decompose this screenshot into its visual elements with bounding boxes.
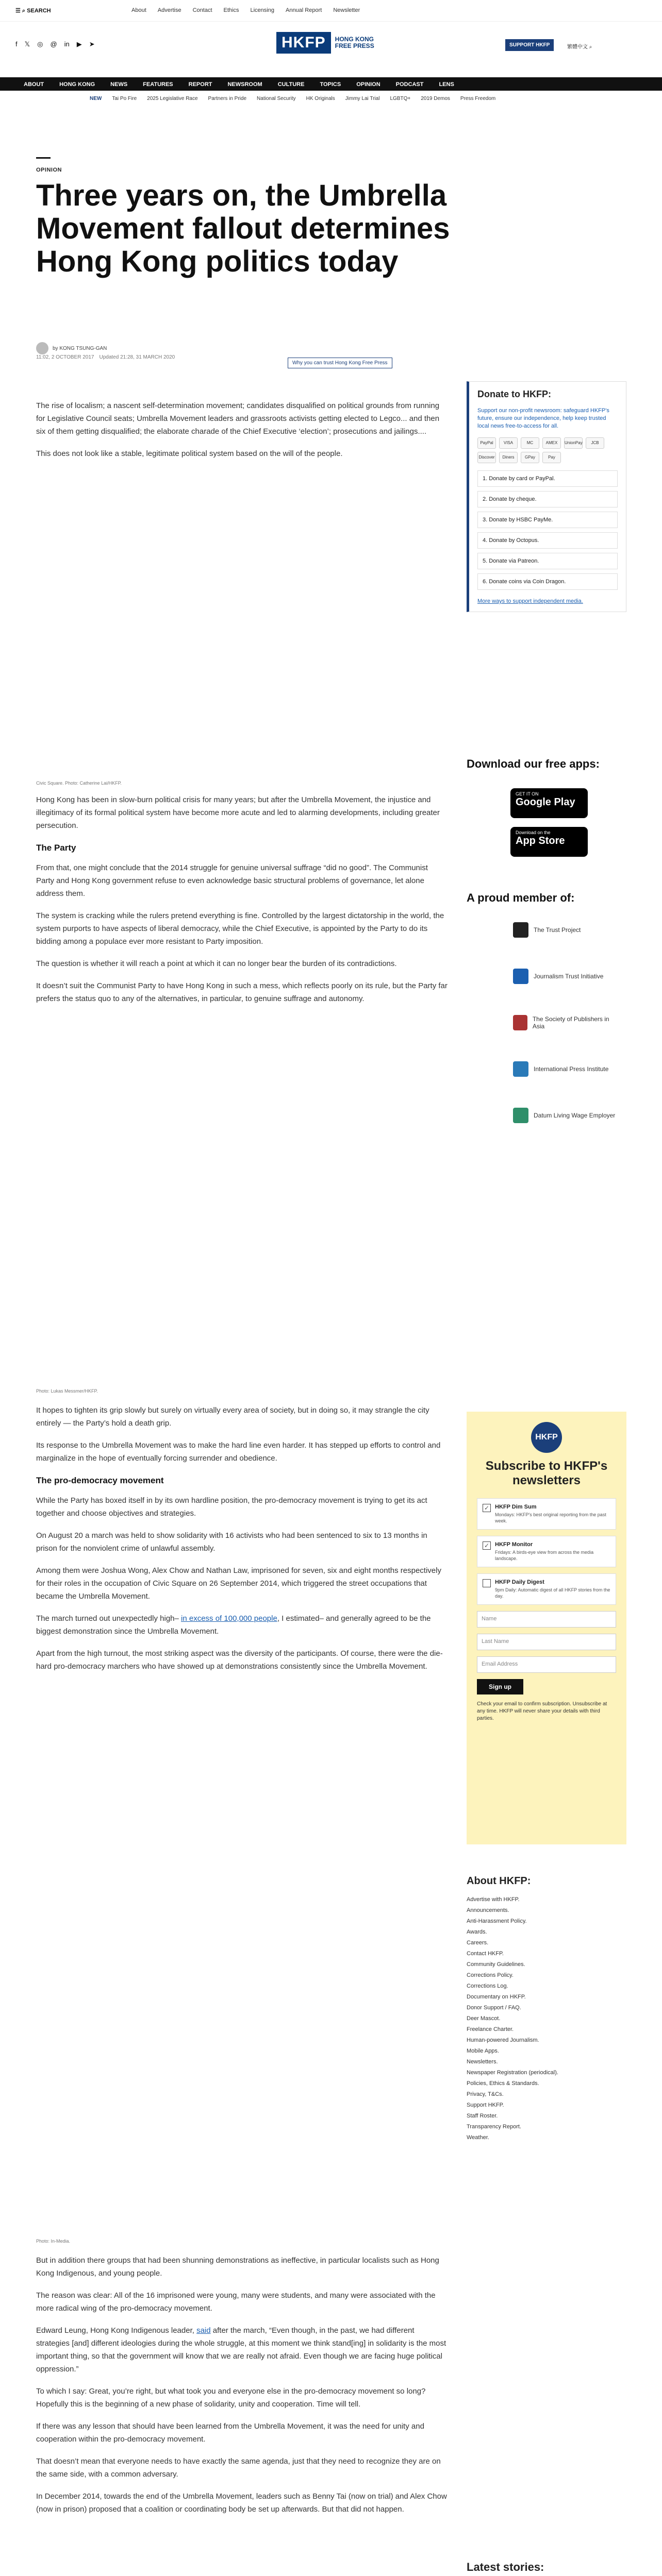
text-run: , I estimated– and generally agreed to be the biggest demonstration since the Umbrella Movement. [36,1614,431,1636]
payment-icon: PayPal [477,437,496,449]
newsletter-fineprint: Check your email to confirm subscription. Unsubscribe at any time. HKFP will never share your details with third parties. [477,1701,607,1721]
donate-box [467,381,626,612]
about-list [467,1875,626,2143]
sopa-icon [513,1015,527,1030]
nav-item[interactable]: NEWSROOM [227,81,262,88]
about-link[interactable]: Corrections Log. [467,1983,508,1989]
about-link[interactable]: Community Guidelines. [467,1961,525,1968]
payment-icon: GPay [521,452,539,463]
member-label: The Trust Project [534,926,581,934]
about-link[interactable]: Mobile Apps. [467,2048,499,2054]
paragraph: The system is cracking while the rulers pretend everything is fine. Controlled by the largest dictatorship in the world, the system purports to have aspects of liberal democracy, while the Chief Executive, is appointed by the Party to do its bidding among a populace ever more resistant to Party imposition. [36,911,444,946]
name-input[interactable]: Name [477,1611,616,1628]
newsletter-option[interactable] [477,1498,616,1530]
about-link[interactable]: Documentary on HKFP. [467,1994,526,2000]
about-link[interactable]: Transparency Report. [467,2124,521,2130]
payment-icon: Pay [542,452,561,463]
telegram-icon[interactable]: ➤ [89,40,95,48]
search-icon[interactable]: ⌕ [589,44,592,50]
option-text [495,1541,610,1562]
paragraph: Among them were Joshua Wong, Alex Chow and Nathan Law, imprisoned for seven, six and eight months respectively for their roles in the occupation of Civic Square on 26 September 2014, which triggered the street occupations that became the Umbrella Movement. [36,1566,441,1601]
search-label: SEARCH [27,8,51,14]
member-label: Datum Living Wage Employer [534,1112,616,1119]
option-name: HKFP Daily Digest [495,1579,544,1585]
newsletter-option[interactable] [477,1573,616,1605]
youtube-icon[interactable]: ▶ [76,40,82,48]
google-big: Google Play [516,796,575,808]
about-link[interactable]: Privacy, T&Cs. [467,2091,504,2097]
paragraph: The reason was clear: All of the 16 imprisoned were young, many were students, and many were associated with the more radical wing of the pro-democracy movement. [36,2291,436,2313]
option-name: HKFP Dim Sum [495,1504,537,1510]
search-button[interactable]: ☰ ⌕ SEARCH [15,8,51,14]
paragraph: On August 20 a march was held to show solidarity with 16 activists who had been sentenced to six to 13 months in prison for the nonviolent crime of unlawful assembly. [36,1531,427,1553]
nav-item[interactable]: TOPICS [320,81,341,88]
about-link[interactable]: Support HKFP. [467,2102,504,2108]
top-link[interactable]: Newsletter [333,7,360,13]
sub-nav-item[interactable]: Jimmy Lai Trial [345,96,380,101]
nav-item[interactable]: REPORT [188,81,212,88]
option-desc: 9pm Daily: Automatic digest of all HKFP stories from the day. [495,1587,610,1599]
paragraph: Apart from the high turnout, the most striking aspect was the diversity of the participants. Of course, there were the die-hard pro-democracy marchers who have showed up at demonstrations consistently since the Umbrella Movement. [36,1649,443,1671]
sub-nav-item[interactable]: 2025 Legislative Race [147,96,198,101]
about-link[interactable]: Donor Support / FAQ. [467,2005,521,2011]
latest-stories [467,2561,626,2576]
section-heading: The pro-democracy movement [36,1476,164,1485]
email-input[interactable]: Email Address [477,1656,616,1673]
sub-nav-item[interactable]: Partners in Pride [208,96,247,101]
option-name: HKFP Monitor [495,1541,533,1548]
newsletter-option[interactable] [477,1536,616,1567]
paragraph: That doesn’t mean that everyone needs to have exactly the same agenda, just that they need to recognize they are on the same side, with a common adversary. [36,2457,441,2479]
facebook-icon[interactable]: f [15,40,18,48]
about-link[interactable]: Weather. [467,2134,489,2141]
trust-project-icon [513,922,528,938]
donate-option[interactable]: 1. Donate by card or PayPal. [477,470,618,487]
donate-option[interactable]: 4. Donate by Octopus. [477,532,618,549]
paragraph [36,1612,448,1638]
donate-option[interactable]: 2. Donate by cheque. [477,491,618,507]
article-image-blank [36,489,449,778]
apps-title: Download our free apps: [467,757,600,770]
logo-text [335,36,374,49]
about-link[interactable]: Newsletters. [467,2059,498,2065]
article-dates [36,354,175,360]
payment-cards [477,437,618,463]
donate-note[interactable]: Support our non-profit newsroom: safeguard HKFP's future, ensure our independence, help keep trusted local news free-to-access for all. [477,408,609,429]
text-run: Edward Leung, Hong Kong Indigenous leader, [36,2326,197,2335]
sub-nav [0,93,662,104]
member-label: International Press Institute [534,1065,609,1073]
paragraph: From that, one might conclude that the 2014 struggle for genuine universal suffrage “did no good”. The Communist Party and Hong Kong government refuse to even acknowledge basic structural problems of governance, let alone address them. [36,863,428,898]
payment-icon: VISA [499,437,518,449]
member-org[interactable] [513,1061,616,1077]
about-link[interactable]: Deer Mascot. [467,2015,501,2022]
nav-item[interactable]: LENS [439,81,454,88]
article-category[interactable]: OPINION [36,167,62,173]
paragraph: This does not look like a stable, legitimate political system based on the will of the people. [36,449,343,458]
nav-item[interactable]: OPINION [356,81,380,88]
about-link[interactable]: Corrections Policy. [467,1972,514,1978]
author-avatar [36,342,48,354]
about-link[interactable]: Human-powered Journalism. [467,2037,539,2043]
about-link[interactable]: Newspaper Registration (periodical). [467,2070,558,2076]
author-name[interactable]: by KONG TSUNG-GAN [53,345,107,351]
published-date: 11:02, 2 OCTOBER 2017 [36,354,94,360]
logo-line2: FREE PRESS [335,42,374,49]
signup-button[interactable]: Sign up [477,1679,523,1694]
nav-item[interactable]: HONG KONG [59,81,95,88]
payment-icon: Diners [499,452,518,463]
article-body-2 [36,1404,448,1682]
sub-nav-item[interactable]: HK Originals [306,96,335,101]
byline [36,342,107,354]
about-link[interactable]: Freelance Charter. [467,2026,514,2032]
google-small: GET IT ON [516,791,539,796]
checkbox[interactable]: ✓ [483,1504,491,1512]
image-caption: Civic Square. Photo: Catherine Lai/HKFP. [36,781,122,786]
support-button[interactable]: SUPPORT HKFP [505,39,554,51]
payment-icon: AMEX [542,437,561,449]
option-text [495,1579,610,1599]
image-caption: Photo: Lukas Messmer/HKFP. [36,1388,98,1394]
members-title: A proud member of: [467,891,575,904]
payment-icon: UnionPay [564,437,583,449]
apple-small: Download on the [516,830,551,835]
donate-title: Donate to HKFP: [477,389,551,399]
paragraph: Its response to the Umbrella Movement was to make the hard line even harder. It has stepped up efforts to control and marginalize in the hope of eventually forcing surrender and obedience. [36,1441,441,1463]
main-nav [0,77,662,91]
about-link[interactable]: Awards. [467,1929,487,1935]
about-link[interactable]: Careers. [467,1940,489,1946]
payment-icon: JCB [586,437,604,449]
paragraph: The question is whether it will reach a point at which it can no longer bear the burden of its contradictions. [36,959,397,968]
paragraph: Hong Kong has been in slow-burn political crisis for many years; but after the Umbrella Movement, the injustice and illegitimacy of its formal political system have become more acute and led to alarming developments, including greater persecution. [36,795,440,830]
nav-item[interactable]: PODCAST [395,81,424,88]
top-link[interactable]: Contact [192,7,212,13]
nav-item[interactable]: CULTURE [277,81,305,88]
top-link[interactable]: About [131,7,146,13]
paragraph [36,2324,448,2376]
top-link[interactable]: Advertise [157,7,181,13]
paragraph: The rise of localism; a nascent self-determination movement; candidates disqualified on political grounds from running for Legislative Council seats; Umbrella Movement leaders and grassroots activists getting elected to Legco... and then six of them getting disqualified; the elaborate charade of the Chief Executive ‘election’; prosecutions and jailings.... [36,401,440,436]
donate-option[interactable]: 6. Donate coins via Coin Dragon. [477,573,618,590]
about-link[interactable]: Anti-Harassment Policy. [467,1918,527,1924]
language-switch[interactable] [567,42,592,50]
section-heading: The Party [36,843,76,853]
checkbox[interactable]: ✓ [483,1541,491,1550]
member-label: The Society of Publishers in Asia [532,1015,609,1030]
paragraph: While the Party has boxed itself in by its own hardline position, the pro-democracy movement is trying to get its act together and choose objectives and strategies. [36,1496,427,1518]
about-link[interactable]: Contact HKFP. [467,1951,504,1957]
linkedin-icon[interactable]: in [64,40,70,48]
paragraph: It hopes to tighten its grip slowly but surely on virtually every area of society, but in doing so, it may strangle the city entirely — the Party’s hold a death grip. [36,1406,429,1428]
member-org[interactable] [513,1108,616,1123]
threads-icon[interactable]: @ [50,40,57,48]
article-body-1 [36,793,448,1014]
nav-item[interactable]: NEWS [110,81,128,88]
updated-date: Updated 21:28, 31 MARCH 2020 [99,354,175,360]
image-caption: Photo: In-Media. [36,2239,71,2244]
top-bar [0,0,662,22]
text-run: The march turned out unexpectedly high– [36,1614,181,1623]
about-link[interactable]: Staff Roster. [467,2113,498,2119]
about-title: About HKFP: [467,1875,531,1887]
latest-title: Latest stories: [467,2561,544,2573]
nav-item[interactable]: FEATURES [143,81,173,88]
apple-big: App Store [516,835,565,846]
instagram-icon[interactable]: ◎ [37,40,43,48]
social-icons [15,40,95,48]
x-icon[interactable]: 𝕏 [24,40,30,48]
paragraph: To which I say: Great, you’re right, but what took you and everyone else in the pro-democracy movement so long? Hopefully this is the beginning of a new phase of solidarity, unity and cooperation. Time will tell. [36,2387,426,2409]
ipi-icon [513,1061,528,1077]
new-badge: NEW [90,96,102,101]
option-text [495,1504,610,1524]
site-logo[interactable] [276,32,374,54]
payment-icon: MC [521,437,539,449]
more-ways-link[interactable]: More ways to support independent media. [477,598,583,604]
sub-nav-item[interactable]: Press Freedom [460,96,496,101]
article-intro [36,399,448,469]
datum-icon [513,1108,528,1123]
language-label: 繁體中文 [567,44,588,50]
jti-icon [513,969,528,984]
logo-mark: HKFP [276,32,331,54]
category-rule [36,157,51,159]
sub-nav-item[interactable]: LGBTQ+ [390,96,411,101]
google-play-button[interactable] [510,788,588,818]
paragraph: In December 2014, towards the end of the Umbrella Movement, leaders such as Benny Tai (now on trial) and Alex Chow (now in prison) proposed that a coalition or coordinating body be set up afterwards. But that did not happen. [36,2492,447,2514]
member-label: Journalism Trust Initiative [534,973,604,980]
about-link[interactable]: Advertise with HKFP. [467,1896,520,1903]
trust-button[interactable]: Why you can trust Hong Kong Free Press [288,358,392,368]
member-org[interactable] [513,922,616,938]
nav-item[interactable]: ABOUT [24,81,44,88]
sub-nav-item[interactable]: 2019 Demos [421,96,450,101]
crowd-size-link[interactable]: in excess of 100,000 people [181,1614,277,1623]
last-name-input[interactable]: Last Name [477,1634,616,1650]
said-link[interactable]: said [196,2326,211,2335]
top-links [131,7,360,13]
option-desc: Mondays: HKFP's best original reporting from the past week. [495,1512,606,1523]
checkbox[interactable] [483,1579,491,1587]
top-link[interactable]: Licensing [250,7,274,13]
payment-icon: Discover [477,452,496,463]
newsletter-box [467,1412,626,1844]
about-link[interactable]: Policies, Ethics & Standards. [467,2080,539,2087]
logo-line1: HONG KONG [335,36,374,43]
newsletter-title: Subscribe to HKFP's newsletters [485,1459,608,1487]
top-link[interactable]: Ethics [223,7,239,13]
sub-nav-item[interactable]: Tai Po Fire [112,96,137,101]
article-title: Three years on, the Umbrella Movement fallout determines Hong Kong politics today [36,179,450,278]
sub-nav-item[interactable]: National Security [257,96,296,101]
paragraph: But in addition there groups that had been shunning demonstrations as ineffective, in particular localists such as Hong Kong Indigenous, and young people. [36,2256,439,2278]
paragraph: If there was any lesson that should have been learned from the Umbrella Movement, it was the need for unity and cooperation within the pro-democracy movement. [36,2422,424,2444]
option-desc: Fridays: A birds-eye view from across the media landscape. [495,1550,594,1561]
member-org[interactable] [513,969,616,984]
member-org[interactable] [513,1015,616,1030]
text-run: after the march, “Even though, in the past, we had different strategies [and] different ideologies during the whole struggle, at this moment we think stand[ing] in solidarity is the most important thing, so that the government will know that we are really not afraid. Even though we are facing huge political oppression.” [36,2326,446,2374]
about-link[interactable]: Announcements. [467,1907,509,1913]
donate-option[interactable]: 5. Donate via Patreon. [477,553,618,569]
newsletter-logo: HKFP [531,1422,562,1453]
app-store-button[interactable] [510,827,588,857]
top-link[interactable]: Annual Report [285,7,322,13]
article-body-3 [36,2254,448,2525]
paragraph: It doesn’t suit the Communist Party to have Hong Kong in such a mess, which reflects poorly on its rule, but the Party far prefers the status quo to any of the alternatives, in particular, to genuine suffrage and autonomy. [36,981,448,1003]
donate-option[interactable]: 3. Donate by HSBC PayMe. [477,512,618,528]
